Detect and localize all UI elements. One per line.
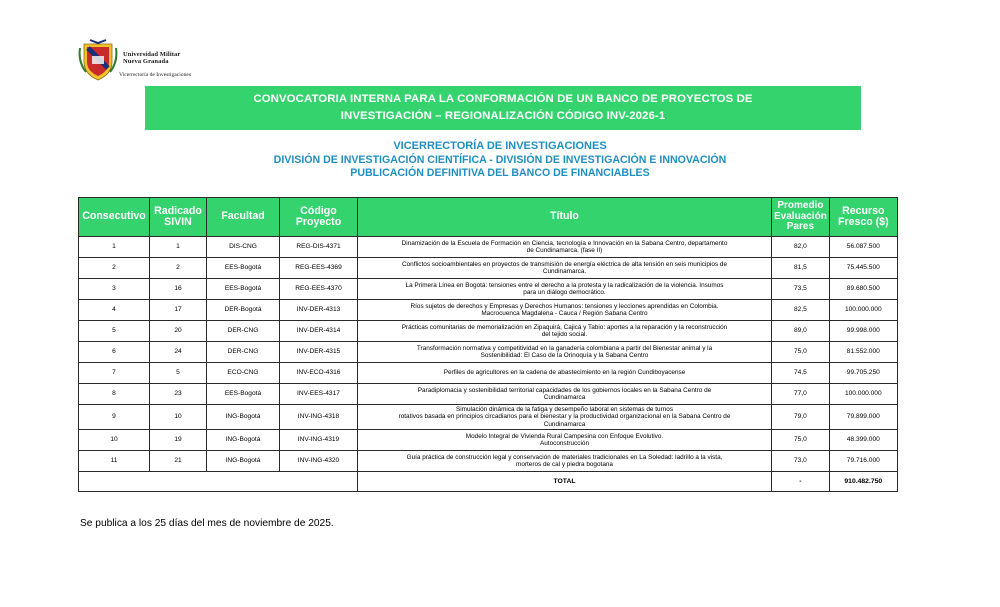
cell-radicado: 10 (150, 405, 207, 430)
cell-promedio: 89,0 (772, 321, 830, 342)
financiables-table (78, 197, 898, 492)
cell-titulo: Prácticas comunitarias de memorialización en Zipaquirá, Cajicá y Tabio: aportes a la reparación y la reconstrucción del tejido social. (358, 321, 772, 342)
cell-recurso: 81.552.000 (829, 342, 897, 363)
university-logo (74, 38, 204, 86)
table-row (79, 384, 898, 405)
section-headings (0, 140, 1000, 181)
cell-radicado: 17 (150, 300, 207, 321)
cell-titulo: Transformación normativa y competitividad en la ganadería colombiana a partir del Bienestar animal y la Sostenibilidad: El Caso de la Orinoquía y la Sabana Centro (358, 342, 772, 363)
cell-recurso: 79.716.000 (829, 451, 897, 472)
cell-titulo: Paradiplomacia y sostenibilidad territorial capacidades de los gobiernos locales en la Sabana Centro de Cundinamarca (358, 384, 772, 405)
cell-codigo: REG-EES-4370 (280, 279, 358, 300)
table-row (79, 451, 898, 472)
cell-titulo: Dinamización de la Escuela de Formación en Ciencia, tecnología e Innovación en la Sabana Centro, departamento de Cundinamarca. (fase II) (358, 237, 772, 258)
cell-facultad: ECO-CNG (207, 363, 280, 384)
table-row (79, 363, 898, 384)
cell-consecutivo: 10 (79, 430, 150, 451)
cell-titulo: Ríos sujetos de derechos y Empresas y Derechos Humanos: tensiones y lecciones aprendidas en Colombia. Macrocuenca Magdalena - Cauca / Región Sabana Centro (358, 300, 772, 321)
cell-consecutivo: 4 (79, 300, 150, 321)
cell-promedio: 82,0 (772, 237, 830, 258)
cell-codigo: REG-DIS-4371 (280, 237, 358, 258)
cell-promedio: 77,0 (772, 384, 830, 405)
cell-titulo: Simulación dinámica de la fatiga y desempeño laboral en sistemas de turnos rotativos basada en principios circadianos para el bienestar y la productividad organizacional en la Sabana Centro de Cundinamarca (358, 405, 772, 430)
cell-facultad: EES-Bogotá (207, 384, 280, 405)
header-titulo: Título (358, 198, 772, 237)
total-row (79, 472, 898, 492)
cell-codigo: INV-DER-4315 (280, 342, 358, 363)
cell-codigo: REG-EES-4369 (280, 258, 358, 279)
cell-promedio: 81,5 (772, 258, 830, 279)
university-crest-icon (78, 38, 118, 82)
cell-recurso: 99.705.250 (829, 363, 897, 384)
cell-radicado: 23 (150, 384, 207, 405)
cell-recurso: 100.000.000 (829, 300, 897, 321)
cell-codigo: INV-DER-4313 (280, 300, 358, 321)
cell-promedio: 79,0 (772, 405, 830, 430)
cell-radicado: 21 (150, 451, 207, 472)
university-name-line2: Nueva Granada (123, 58, 169, 65)
cell-promedio: 82,5 (772, 300, 830, 321)
header-codigo: Código Proyecto (280, 198, 358, 237)
table-row (79, 279, 898, 300)
table-row (79, 342, 898, 363)
cell-codigo: INV-ECO-4316 (280, 363, 358, 384)
cell-recurso: 99.998.000 (829, 321, 897, 342)
cell-facultad: DER-CNG (207, 321, 280, 342)
header-consecutivo: Consecutivo (79, 198, 150, 237)
cell-titulo: La Primera Línea en Bogotá: tensiones entre el derecho a la protesta y la radicalización de la violencia. Insumos para un diálogo democrático. (358, 279, 772, 300)
total-recurso: 910.482.750 (829, 472, 897, 492)
cell-recurso: 100.000.000 (829, 384, 897, 405)
cell-titulo: Perfiles de agricultores en la cadena de abastecimiento en la región Cundiboyacense (358, 363, 772, 384)
cell-consecutivo: 11 (79, 451, 150, 472)
table-row (79, 237, 898, 258)
cell-codigo: INV-ING-4320 (280, 451, 358, 472)
cell-facultad: EES-Bogotá (207, 279, 280, 300)
cell-radicado: 19 (150, 430, 207, 451)
cell-facultad: ING-Bogotá (207, 405, 280, 430)
cell-titulo: Modelo Integral de Vivienda Rural Campesina con Enfoque Evolutivo. Autoconstrucción (358, 430, 772, 451)
cell-consecutivo: 8 (79, 384, 150, 405)
university-name (123, 51, 180, 65)
cell-promedio: 73,0 (772, 451, 830, 472)
header-recurso: Recurso Fresco ($) (829, 198, 897, 237)
heading-publicacion: PUBLICACIÓN DEFINITIVA DEL BANCO DE FINANCIABLES (350, 167, 650, 179)
cell-radicado: 20 (150, 321, 207, 342)
table-header-row (79, 198, 898, 237)
logo-subtitle: Vicerrectoría de Investigaciones (119, 72, 192, 78)
cell-consecutivo: 5 (79, 321, 150, 342)
cell-facultad: EES-Bogotá (207, 258, 280, 279)
cell-facultad: DIS-CNG (207, 237, 280, 258)
cell-recurso: 75.445.500 (829, 258, 897, 279)
total-label: TOTAL (358, 472, 772, 492)
cell-facultad: ING-Bogotá (207, 430, 280, 451)
cell-radicado: 2 (150, 258, 207, 279)
header-facultad: Facultad (207, 198, 280, 237)
cell-codigo: INV-ING-4318 (280, 405, 358, 430)
cell-consecutivo: 7 (79, 363, 150, 384)
cell-radicado: 1 (150, 237, 207, 258)
cell-radicado: 16 (150, 279, 207, 300)
cell-facultad: ING-Bogotá (207, 451, 280, 472)
cell-recurso: 48.399.000 (829, 430, 897, 451)
cell-promedio: 75,0 (772, 342, 830, 363)
cell-promedio: 73,5 (772, 279, 830, 300)
heading-division: DIVISIÓN DE INVESTIGACIÓN CIENTÍFICA - DIVISIÓN DE INVESTIGACIÓN E INNOVACIÓN (273, 153, 727, 166)
cell-consecutivo: 1 (79, 237, 150, 258)
cell-consecutivo: 6 (79, 342, 150, 363)
title-banner (145, 86, 861, 130)
cell-titulo: Conflictos socioambientales en proyectos de transmisión de energía eléctrica de alta tensión en seis municipios de Cundinamarca. (358, 258, 772, 279)
header-promedio: Promedio Evaluación Pares (772, 198, 830, 237)
cell-consecutivo: 3 (79, 279, 150, 300)
cell-radicado: 5 (150, 363, 207, 384)
cell-recurso: 79.899.000 (829, 405, 897, 430)
publication-note: Se publica a los 25 días del mes de noviembre de 2025. (80, 518, 334, 529)
cell-consecutivo: 9 (79, 405, 150, 430)
banner-title: CONVOCATORIA INTERNA PARA LA CONFORMACIÓN DE UN BANCO DE PROYECTOS DE INVESTIGACIÓN – REGIONALIZACIÓN CÓDIGO INV-2026-1 (253, 93, 753, 122)
total-empty-cell (79, 472, 358, 492)
university-name-line1: Universidad Militar (123, 51, 181, 58)
table-row (79, 321, 898, 342)
table-row (79, 430, 898, 451)
cell-recurso: 56.087.500 (829, 237, 897, 258)
cell-promedio: 74,5 (772, 363, 830, 384)
cell-codigo: INV-DER-4314 (280, 321, 358, 342)
table-row (79, 258, 898, 279)
heading-vicerrectoria: VICERRECTORÍA DE INVESTIGACIONES (393, 140, 607, 152)
cell-promedio: 75,0 (772, 430, 830, 451)
table-row (79, 300, 898, 321)
cell-recurso: 89.680.500 (829, 279, 897, 300)
cell-titulo: Guía práctica de construcción legal y conservación de materiales tradicionales en La Soledad: ladrillo a la vista, morteros de cal y piedra bogotana (358, 451, 772, 472)
total-promedio: - (772, 472, 830, 492)
cell-codigo: INV-EES-4317 (280, 384, 358, 405)
cell-facultad: DER-CNG (207, 342, 280, 363)
header-radicado: Radicado SIVIN (150, 198, 207, 237)
cell-facultad: DER-Bogotá (207, 300, 280, 321)
cell-radicado: 24 (150, 342, 207, 363)
cell-codigo: INV-ING-4319 (280, 430, 358, 451)
table-row (79, 405, 898, 430)
cell-consecutivo: 2 (79, 258, 150, 279)
